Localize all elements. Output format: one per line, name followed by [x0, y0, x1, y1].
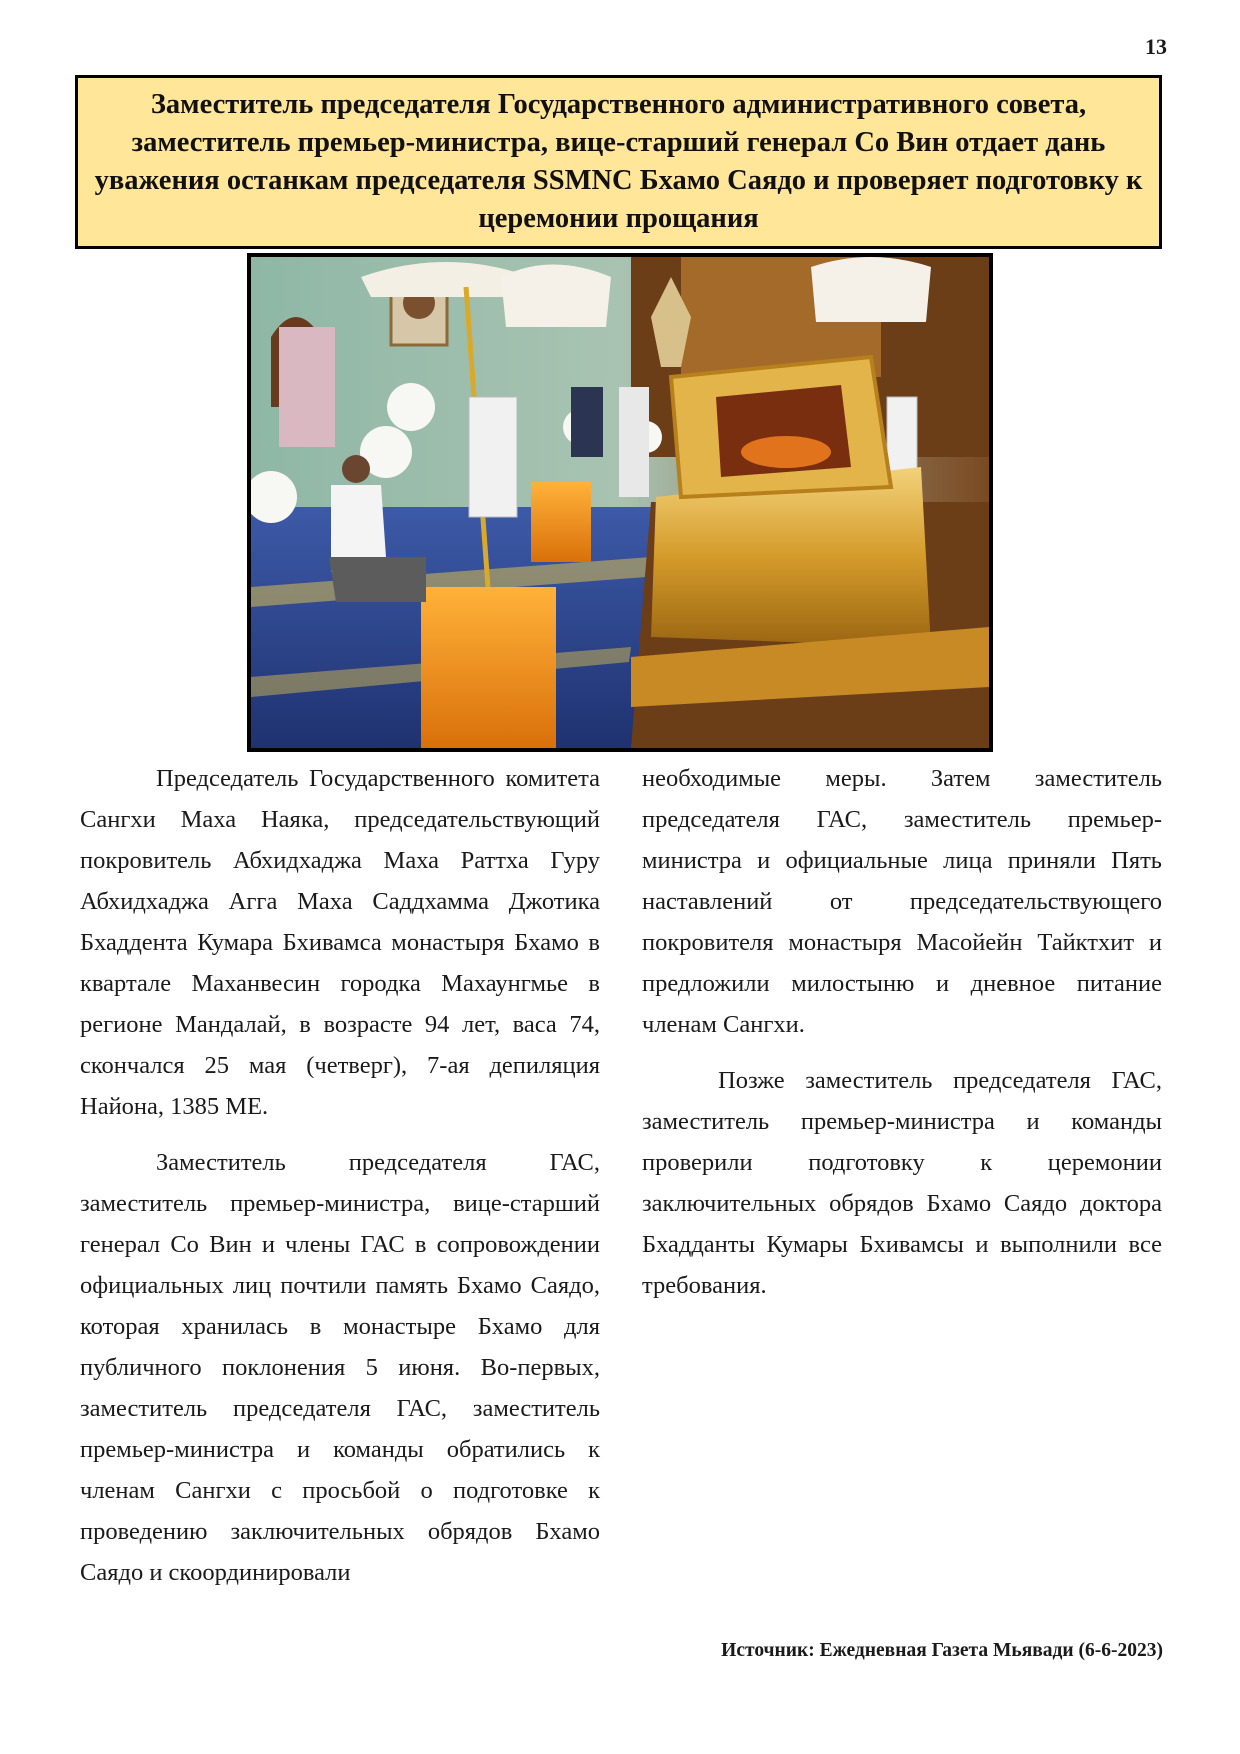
ceremony-photo-illustration [251, 257, 989, 748]
paragraph-continued: необходимые меры. Затем заместитель председателя ГАС, заместитель премьер-министра и официальные лица приняли Пять наставлений от председательствующего покровителя монастыря Масойейн Тайктхит и предложили милостыню и дневное питание членам Сангхи. [642, 765, 1162, 1038]
paragraph: Позже заместитель председателя ГАС, заместитель премьер-министра и команды проверили подготовку к церемонии заключительных обрядов Бхамо Саядо доктора Бхадданты Кумары Бхивамсы и выполнили все требования. [642, 1067, 1162, 1299]
paragraph: Заместитель председателя ГАС, заместитель премьер-министра, вице-старший генерал Со Вин и члены ГАС в сопровождении официальных лиц почтили память Бхамо Саядо, которая хранилась в монастыре Бхамо для публичного поклонения 5 июня. Во-первых, заместитель председателя ГАС, заместитель премьер-министра и команды обратились к членам Сангхи с просьбой о подготовке к проведению заключительных обрядов Бхамо Саядо и скоординировали [80, 1149, 600, 1586]
right-column [642, 758, 1162, 1321]
source-credit: Источник: Ежедневная Газета Мьявади (6-6-2023) [721, 1640, 1163, 1661]
headline-box [75, 75, 1162, 249]
page-number: 13 [1145, 34, 1167, 59]
left-column [80, 758, 600, 1608]
ceremony-photo [247, 253, 993, 752]
headline: Заместитель председателя Государственного административного совета, заместитель премьер-министра, вице-старший генерал Со Вин отдает дань уважения останкам председателя SSMNC Бхамо Саядо и проверяет подготовку к церемонии прощания [94, 89, 1143, 234]
paragraph: Председатель Государственного комитета Сангхи Маха Наяка, председательствующий покровитель Абхидхаджа Маха Раттха Гуру Абхидхаджа Агга Маха Саддхамма Джотика Бхаддента Кумара Бхивамса монастыря Бхамо в квартале Маханвесин городка Махаунгмье в регионе Мандалай, в возрасте 94 лет, васа 74, скончался 25 мая (четверг), 7-ая депиляция Найона, 1385 ME. [80, 765, 600, 1120]
